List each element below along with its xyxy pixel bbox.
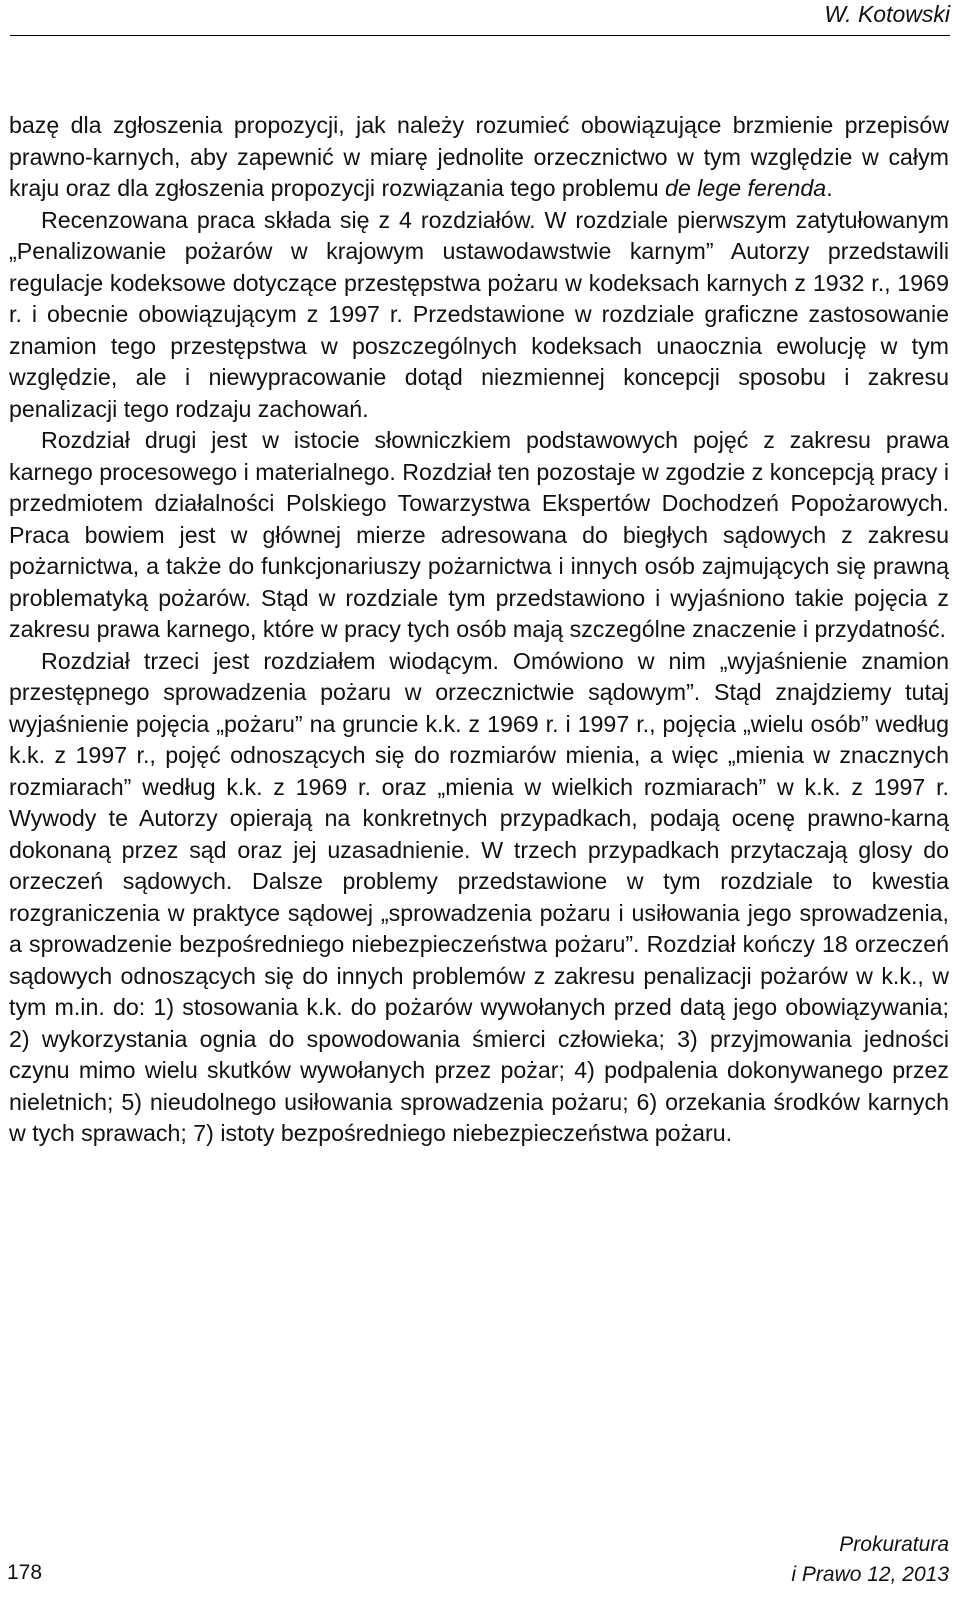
paragraph-3: Rozdział drugi jest w istocie słowniczkiem podstawowych pojęć z zakresu prawa karnego procesowego i materialnego. Rozdział ten pozostaje w zgodzie z koncepcją pracy i przedmiotem działalności Polskiego Towarzystwa Ekspertów Dochodzeń Popożarowych. Praca bowiem jest w głównej mierze adresowana do biegłych sądowych z zakresu pożarnictwa, a także do funkcjonariuszy pożarnictwa i innych osób zajmujących się prawną problematyką pożarów. Stąd w rozdziale tym przedstawiono i wyjaśniono takie pojęcia z zakresu prawa karnego, które w pracy tych osób mają szczególne znaczenie i przydatność. <box>9 427 949 642</box>
journal-footer <box>791 1530 949 1590</box>
page-number: 178 <box>7 1561 43 1584</box>
main-text <box>9 110 949 1150</box>
page-header <box>0 0 960 38</box>
paragraph-4: Rozdział trzeci jest rozdziałem wiodącym. Omówiono w nim „wyjaśnienie znamion przestępnego sprowadzenia pożaru w orzecznictwie sądowym”. Stąd znajdziemy tutaj wyjaśnienie pojęcia „pożaru” na gruncie k.k. z 1969 r. i 1997 r., pojęcia „wielu osób” według k.k. z 1997 r., pojęć odnoszących się do rozmiarów mienia, a więc „mienia w znacznych rozmiarach” według k.k. z 1969 r. oraz „mienia w wielkich rozmiarach” w k.k. z 1997 r. Wywody te Autorzy opierają na konkretnych przypadkach, podają ocenę prawno-karną dokonaną przez sąd oraz jej uzasadnienie. W trzech przypadkach przytaczają glosy do orzeczeń sądowych. Dalsze problemy przedstawione w tym rozdziale to kwestia rozgraniczenia w praktyce sądowej „sprowadzenia pożaru i usiłowania jego sprowadzenia, a sprowadzenie bezpośredniego niebezpieczeństwa pożaru”. Rozdział kończy 18 orzeczeń sądowych odnoszących się do innych problemów z zakresu penalizacji pożarów w k.k., w tym m.in. do: 1) stosowania k.k. do pożarów wywołanych przed datą jego obowiązywania; 2) wykorzystania ognia do spowodowania śmierci człowieka; 3) przyjmowania jedności czynu mimo wielu skutków wywołanych przez pożar; 4) podpalenia dokonywanego przez nieletnich; 5) nieudolnego usiłowania sprowadzenia pożaru; 6) orzekania środków karnych w tych sprawach; 7) istoty bezpośredniego niebezpieczeństwa pożaru. <box>9 647 949 1146</box>
paragraph-1-text: bazę dla zgłoszenia propozycji, jak należy rozumieć obowiązujące brzmienie przepisów prawno-karnych, aby zapewnić w miarę jednolite orzecznictwo w tym względzie w całym kraju oraz dla zgłoszenia propozycji rozwiązania tego problemu <box>9 112 949 201</box>
journal-issue: i Prawo 12, 2013 <box>791 1563 949 1586</box>
running-head-author: W. Kotowski <box>824 1 950 27</box>
paragraph-2: Recenzowana praca składa się z 4 rozdziałów. W rozdziale pierwszym zatytułowanym „Penalizowanie pożarów w krajowym ustawodawstwie karnym” Autorzy przedstawili regulacje kodeksowe dotyczące przestępstwa pożaru w kodeksach karnych z 1932 r., 1969 r. i obecnie obowiązującym z 1997 r. Przedstawione w rozdziale graficzne zastosowanie znamion tego przestępstwa w poszczególnych kodeksach unaocznia ewolucję w tym względzie, ale i niewypracowanie dotąd niezmiennej koncepcji sposobu i zakresu penalizacji tego rodzaju zachowań. <box>9 206 949 422</box>
journal-title: Prokuratura <box>839 1533 949 1556</box>
header-divider <box>10 35 950 36</box>
paragraph-1-end: . <box>826 175 833 201</box>
latin-phrase: de lege ferenda <box>665 175 827 201</box>
paragraph-1 <box>9 110 949 205</box>
